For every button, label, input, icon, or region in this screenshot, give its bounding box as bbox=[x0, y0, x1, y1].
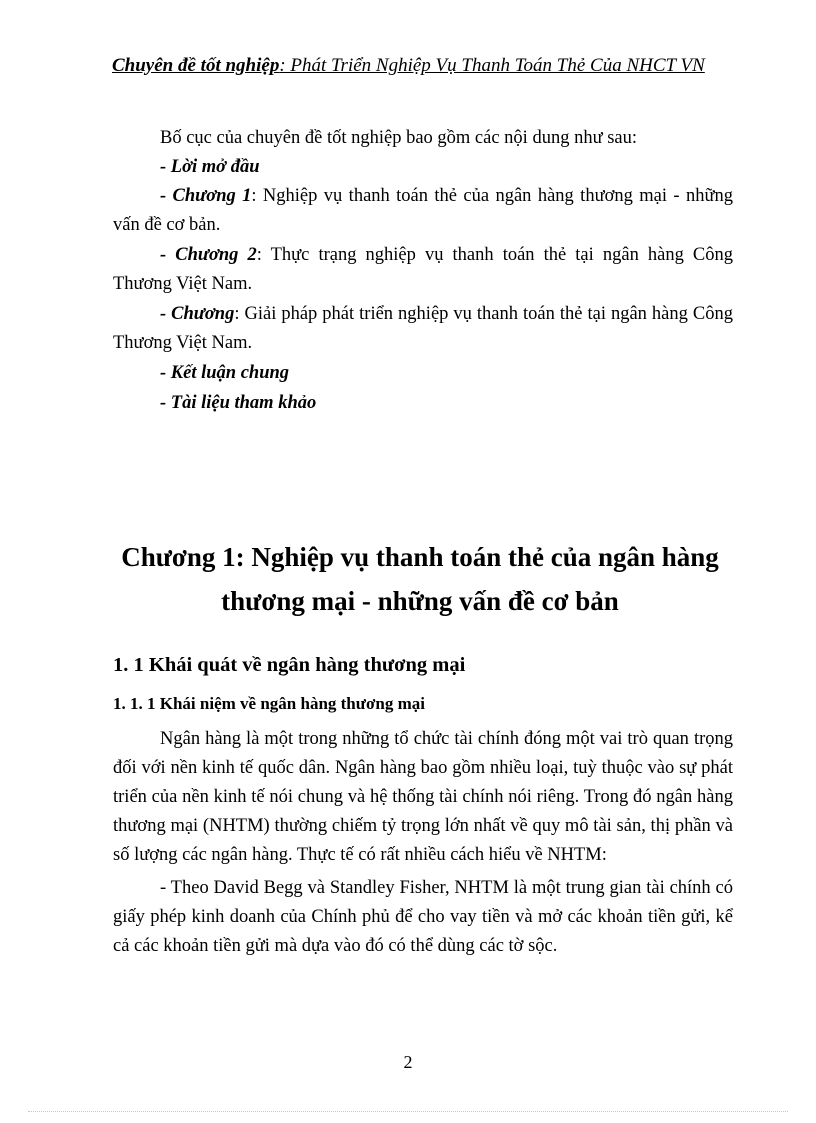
outline-text: : Nghiệp vụ thanh toán thẻ của ngân hàng thương mại - những vấn đề cơ bản. bbox=[113, 186, 733, 235]
section-heading-1-1: 1. 1 Khái quát về ngân hàng thương mại bbox=[113, 654, 466, 676]
body-paragraph-2: - Theo David Begg và Standley Fisher, NHTM là một trung gian tài chính có giấy phép kinh doanh của Chính phủ để cho vay tiền và mở các khoản tiền gửi, kể cả các khoản tiền gửi mà dựa vào đó có thể dùng các tờ sộc. bbox=[113, 878, 733, 956]
outline-item-conclusion: - Kết luận chung bbox=[160, 363, 290, 383]
outline-label: - Chương 2 bbox=[160, 245, 257, 265]
intro-paragraph: Bố cục của chuyên đề tốt nghiệp bao gồm các nội dung như sau: bbox=[160, 128, 638, 148]
outline-label: - Chương bbox=[160, 304, 235, 324]
header-title: : Phát Triển Nghiệp Vụ Thanh Toán Thẻ Của NHCT VN bbox=[279, 55, 705, 76]
outline-item-chapter-2 bbox=[113, 241, 733, 299]
header-label: Chuyên đề tốt nghiệp bbox=[112, 55, 280, 76]
running-header bbox=[112, 53, 720, 78]
body-paragraph-1: Ngân hàng là một trong những tổ chức tài chính đóng một vai trò quan trọng đối với nền kinh tế quốc dân. Ngân hàng bao gồm nhiều loại, tuỳ thuộc vào sự phát triển của nền kinh tế nói chung và hệ thống tài chính nói riêng. Trong đó ngân hàng thương mại (NHTM) thường chiếm tỷ trọng lớn nhất về quy mô tài sản, thị phần và số lượng các ngân hàng. Thực tế có rất nhiều cách hiểu về NHTM: bbox=[113, 729, 733, 865]
outline-text: : Thực trạng nghiệp vụ thanh toán thẻ tại ngân hàng Công Thương Việt Nam. bbox=[113, 245, 734, 294]
section-heading-1-1-1: 1. 1. 1 Khái niệm về ngân hàng thương mại bbox=[113, 694, 425, 713]
outline-label: - Chương 1 bbox=[160, 186, 252, 206]
outline-item-introduction: - Lời mở đầu bbox=[160, 157, 260, 177]
page-number: 2 bbox=[403, 1052, 413, 1072]
outline-item-chapter-3 bbox=[113, 300, 733, 358]
chapter-title-line-1: Chương 1: Nghiệp vụ thanh toán thẻ của ngân hàng bbox=[121, 542, 719, 572]
outline-item-chapter-1 bbox=[113, 182, 733, 240]
outline-item-references: - Tài liệu tham khảo bbox=[160, 393, 317, 413]
chapter-title-line-2: thương mại - những vấn đề cơ bản bbox=[221, 586, 619, 616]
page-bottom-divider bbox=[28, 1111, 788, 1112]
outline-text: : Giải pháp phát triển nghiệp vụ thanh toán thẻ tại ngân hàng Công Thương Việt Nam. bbox=[113, 304, 733, 353]
